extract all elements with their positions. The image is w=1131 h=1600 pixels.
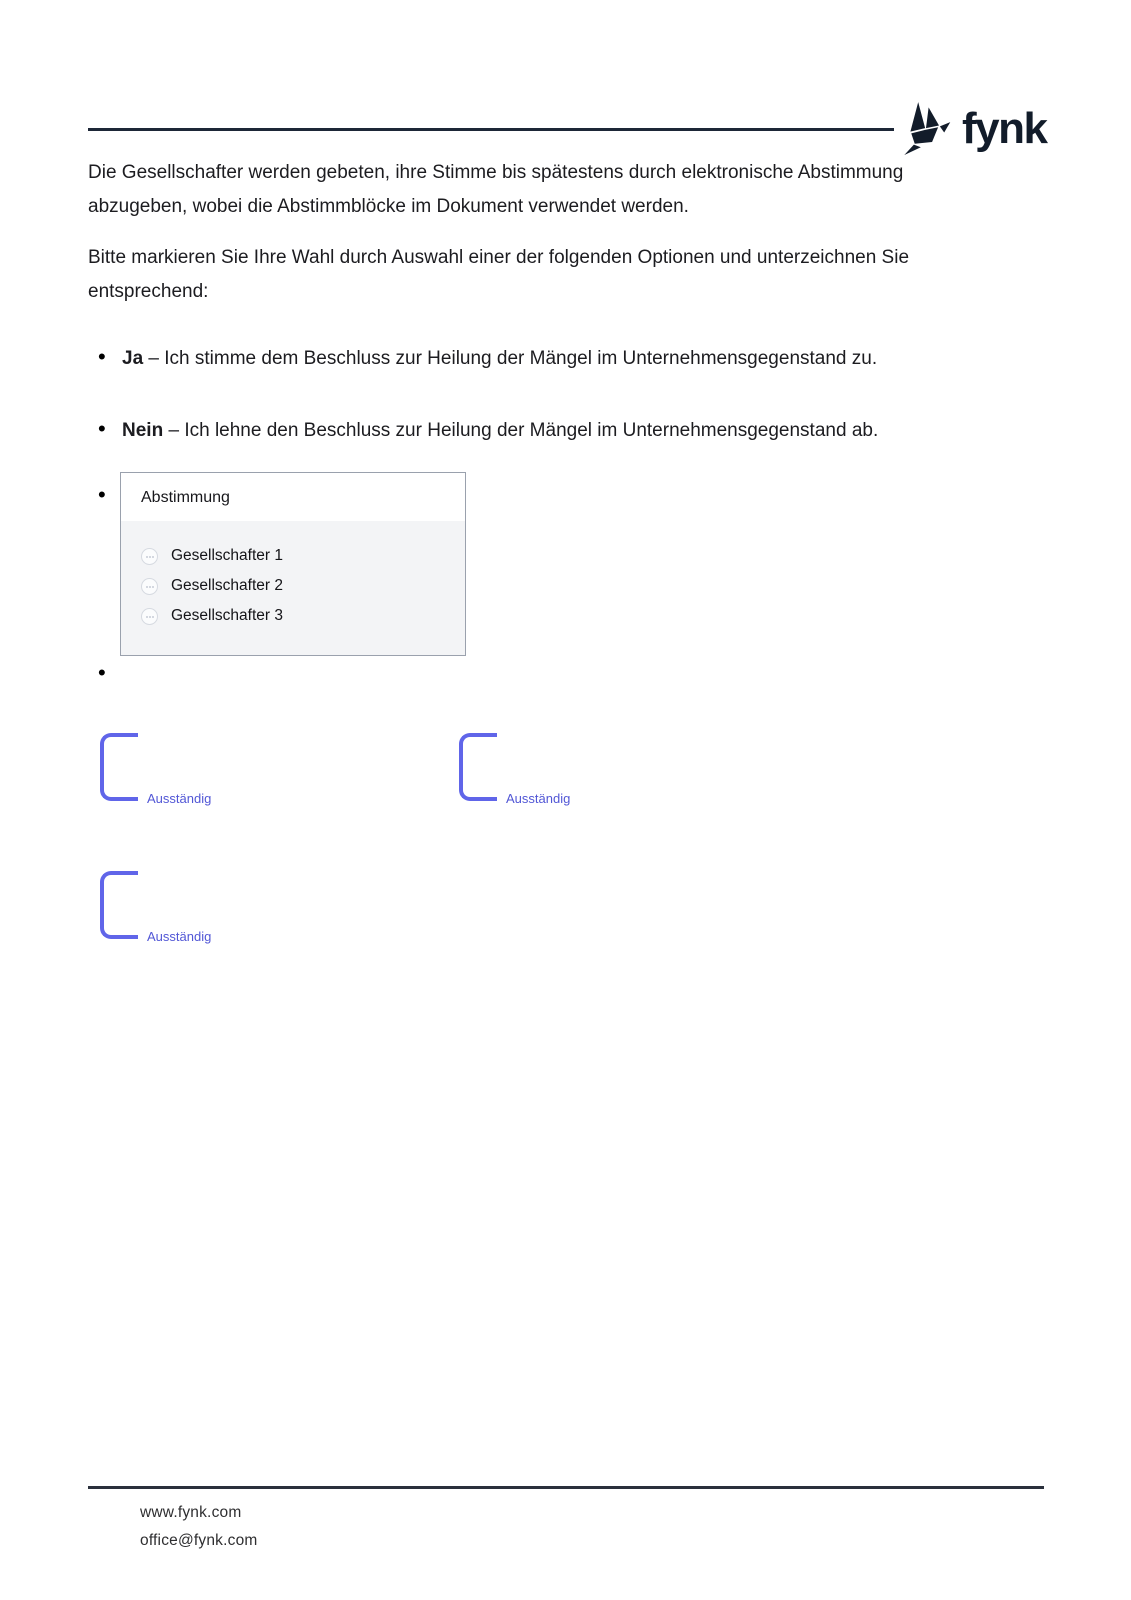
footer-divider	[88, 1486, 1044, 1489]
vote-option-label: Gesellschafter 3	[171, 607, 283, 624]
signature-bracket-icon[interactable]	[100, 871, 138, 939]
bullet-marker: •	[98, 416, 106, 441]
bullet-marker: •	[98, 344, 106, 369]
paragraph-instruction-choice: Bitte markieren Sie Ihre Wahl durch Auswahl einer der folgenden Optionen und unterzeichnen Sie entsprechend:	[88, 247, 910, 302]
voting-block	[120, 472, 466, 656]
vote-option-gesellschafter-1[interactable]	[141, 541, 445, 571]
origami-crane-icon	[900, 100, 952, 158]
pending-radio-icon[interactable]	[141, 578, 158, 595]
paragraph-instruction-voting: Die Gesellschafter werden gebeten, ihre Stimme bis spätestens durch elektronische Abstimmung abzugeben, wobei die Abstimmblöcke im Dokument verwendet werden.	[88, 162, 904, 217]
signature-bracket-icon[interactable]	[100, 733, 138, 801]
option-yes-lead: Ja	[122, 348, 144, 369]
footer-website: www.fynk.com	[140, 1504, 242, 1521]
voting-block-title: Abstimmung	[121, 473, 465, 521]
signature-field-1[interactable]	[100, 733, 212, 806]
signature-status-badge: Ausständig	[147, 929, 212, 944]
vote-option-label: Gesellschafter 1	[171, 547, 283, 564]
bullet-marker: •	[98, 660, 106, 685]
vote-option-gesellschafter-2[interactable]	[141, 571, 445, 601]
option-no-text: – Ich lehne den Beschluss zur Heilung der Mängel im Unternehmensgegenstand ab.	[168, 420, 879, 441]
brand-wordmark: fynk	[962, 104, 1047, 153]
vote-option-gesellschafter-3[interactable]	[141, 601, 445, 631]
signature-field-2[interactable]	[459, 733, 571, 806]
signature-status-badge: Ausständig	[147, 791, 212, 806]
option-yes-text: – Ich stimme dem Beschluss zur Heilung der Mängel im Unternehmensgegenstand zu.	[148, 348, 878, 369]
bullet-option-no	[96, 416, 996, 446]
signature-bracket-icon[interactable]	[459, 733, 497, 801]
voting-block-options	[121, 521, 465, 655]
footer-email: office@fynk.com	[140, 1532, 258, 1549]
vote-option-label: Gesellschafter 2	[171, 577, 283, 594]
pending-radio-icon[interactable]	[141, 608, 158, 625]
brand-logo	[900, 100, 1046, 158]
option-no-lead: Nein	[122, 420, 164, 441]
signature-field-3[interactable]	[100, 871, 212, 944]
signature-status-badge: Ausständig	[506, 791, 571, 806]
bullet-marker: •	[98, 482, 106, 507]
header-divider	[88, 128, 894, 131]
pending-radio-icon[interactable]	[141, 548, 158, 565]
bullet-option-yes	[96, 344, 996, 374]
footer	[140, 1499, 258, 1555]
